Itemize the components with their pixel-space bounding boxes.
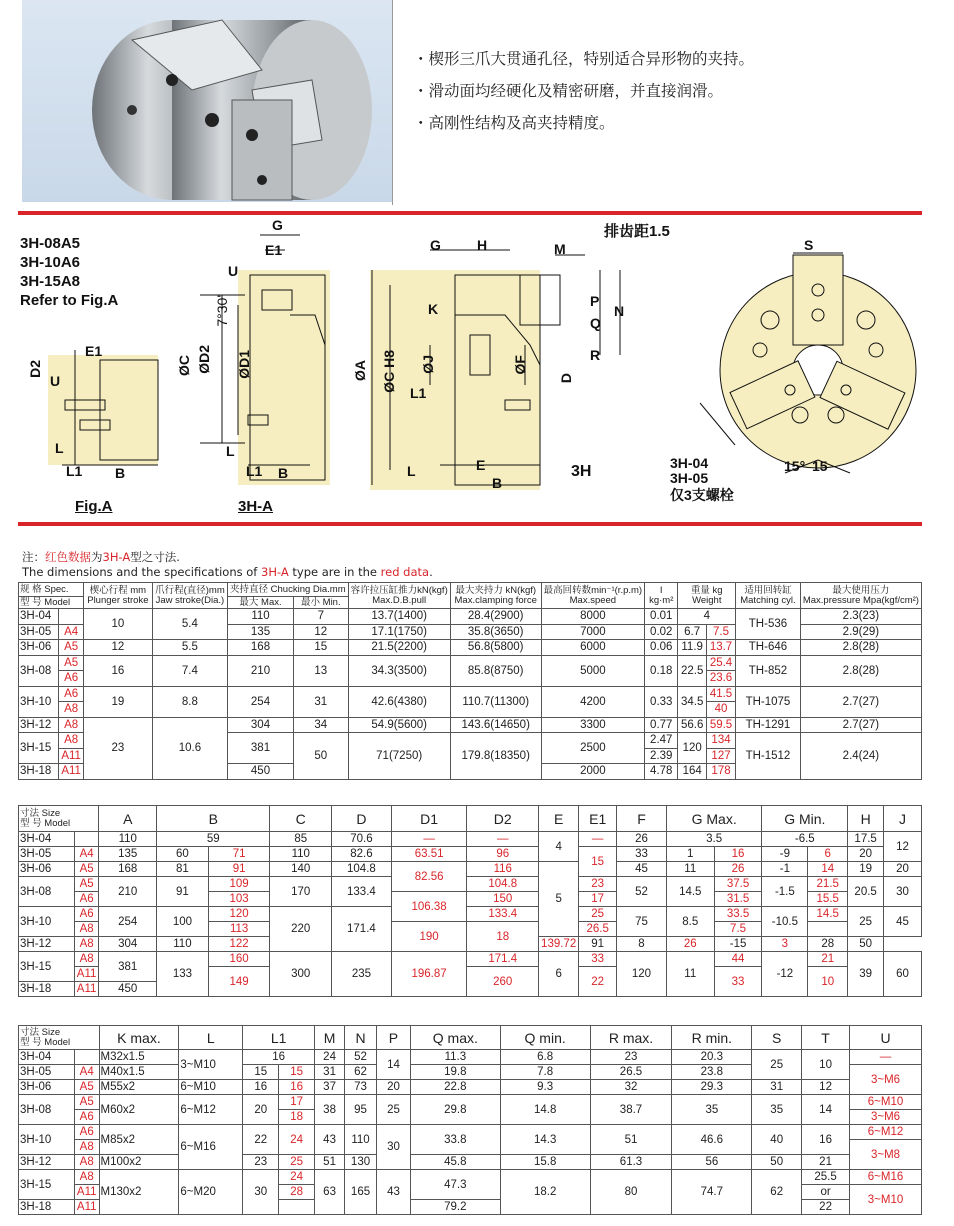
- size2-row-3h-08-a5: 3H-08 A5 M60x2 6~M12 20 17 38 95 25 29.8 14.8 38.7 35 35 14 6~M10: [19, 1095, 922, 1110]
- photo-divider: [392, 0, 393, 205]
- model-label-1: 3H-08A5: [20, 235, 81, 252]
- model-label-3: 3H-15A8: [20, 273, 81, 290]
- size2-row-3h-18: 3H-18 A11 79.2 22: [19, 1200, 922, 1215]
- angle-15-a: 15°: [784, 458, 806, 474]
- spec-row-3h-08-a5: 3H-08 A5 16 7.4 210 13 34.3(3500) 85.8(8750) 5000 0.18 22.5 25.4 TH-852 2.8(28): [19, 655, 922, 671]
- technical-drawings: [0, 215, 954, 525]
- dim-f-3h: ØF: [512, 355, 528, 375]
- front-model-1: 3H-04: [670, 455, 709, 471]
- note-en: The dimensions and the specifications of 3H-A type are in the red data.: [22, 565, 433, 579]
- size-row-3h-05: 3H-05 A4 135 60 71 110 82.6 63.51 96 15 33 1 16 -9 6 20: [19, 847, 922, 862]
- dim-l-3h: L: [407, 463, 416, 479]
- dim-l1-fig: L1: [66, 463, 83, 479]
- red-divider-mid: [18, 522, 922, 526]
- dim-l-fig: L: [55, 440, 64, 456]
- product-photo: [22, 0, 392, 202]
- spec-row-3h-10-a6: 3H-10 A6 19 8.8 254 31 42.6(4380) 110.7(11300) 4200 0.33 34.5 41.5 TH-1075 2.7(27): [19, 686, 922, 702]
- fig-3h-caption: 3H: [571, 463, 592, 480]
- tooth-pitch: 排齿距1.5: [604, 223, 670, 240]
- size2-row-3h-15-a11: A11 28 or 3~M10: [19, 1185, 922, 1200]
- spec-row-3h-08-a6: A6 23.6: [19, 671, 922, 687]
- size-row-3h-15-a11: A11 149 260 22 33 10: [19, 967, 922, 982]
- dim-b: B: [278, 465, 289, 481]
- size-row-3h-08-a5: 3H-08 A5 210 91 109 170 133.4 104.8 23 52 14.5 37.5 -1.5 21.5 20.5 30: [19, 877, 922, 892]
- size-row-3h-18: 3H-18 A11 450: [19, 982, 922, 997]
- fig-a-caption: Fig.A: [75, 498, 113, 515]
- spec-row-3h-15-a11: A11 2.39 127: [19, 748, 922, 764]
- size2-header-row: 寸法 Size 型 号 Model K max. L L1 M N P Q max. Q min. R max. R min. S T U: [19, 1026, 922, 1050]
- refer-fig-a: Refer to Fig.A: [20, 292, 119, 309]
- spec-row-3h-12: 3H-12 A8 23 10.6 304 34 54.9(5600) 143.6(14650) 3300 0.77 56.6 59.5 TH-1291 2.7(27): [19, 717, 922, 733]
- dim-r-3h: R: [590, 347, 601, 363]
- spec-row-3h-18: 3H-18 A11 450 2000 4.78 164 178: [19, 764, 922, 780]
- dim-e1: E1: [265, 242, 283, 258]
- size-row-3h-06: 3H-06 A5 168 81 91 140 104.8 82.56 116 5 45 11 26 -1 14 19 20: [19, 862, 922, 877]
- dim-b-fig: B: [115, 465, 126, 481]
- size-row-3h-15-a8: 3H-15 A8 381 133 160 300 235 196.87 171.4 6 33 120 11 44 -12 21 39 60: [19, 952, 922, 967]
- dim-e1-fig: E1: [85, 343, 103, 359]
- dim-l1: L1: [246, 463, 263, 479]
- dim-m-3h: M: [554, 241, 566, 257]
- dim-e-3h: E: [476, 457, 486, 473]
- dim-u-fig: U: [50, 373, 61, 389]
- spec-table: [18, 582, 922, 780]
- size2-row-3h-15-a8: 3H-15 A8 M130x2 6~M20 30 24 63 165 43 47.3 18.2 80 74.7 62 25.5 6~M16: [19, 1170, 922, 1185]
- feature-bullet-1: ・楔形三爪大贯通孔径，特别适合异形物的夹持。: [413, 50, 755, 68]
- dim-l: L: [226, 443, 235, 459]
- model-label-2: 3H-10A6: [20, 254, 81, 271]
- dim-a-3h: ØA: [352, 360, 368, 381]
- spec-row-3h-15-a8: 3H-15 A8 381 50 71(7250) 179.8(18350) 2500 2.47 120 134 TH-1512 2.4(24): [19, 733, 922, 749]
- spec-header-row-2: 型 号 Model 最大 Max. 最小 Min.: [19, 597, 922, 609]
- dim-b-3h: B: [492, 475, 503, 491]
- dim-c: ØC: [176, 355, 192, 376]
- size-row-3h-12: 3H-12 A8 304 110 122 139.72 91 8 26 -15 3 28 50: [19, 937, 922, 952]
- size2-row-3h-06: 3H-06 A5 M55x2 6~M10 16 16 37 73 20 22.8 9.3 32 29.3 31 12: [19, 1080, 922, 1095]
- size2-row-3h-12: 3H-12 A8 M100x2 23 25 51 130 45.8 15.8 61.3 56 50 21: [19, 1155, 922, 1170]
- dim-l1-3h: L1: [410, 385, 427, 401]
- dim-k-3h: K: [428, 301, 439, 317]
- angle-15-b: 15: [812, 458, 828, 474]
- dim-p-3h: P: [590, 293, 600, 309]
- dim-g: G: [272, 217, 283, 233]
- dim-angle: 7°30': [214, 295, 230, 327]
- size-table-1: [18, 805, 922, 997]
- dim-d-3h: D: [558, 373, 574, 384]
- dim-h-3h: H: [477, 237, 488, 253]
- size-table-2: [18, 1025, 922, 1215]
- dim-g-3h: G: [430, 237, 441, 253]
- fig-3ha-caption: 3H-A: [238, 498, 274, 515]
- spec-row-3h-04: 3H-04 10 5.4 110 7 13.7(1400) 28.4(2900) 8000 0.01 4 TH-536 2.3(23): [19, 609, 922, 625]
- spec-row-3h-10-a8: A8 40: [19, 702, 922, 718]
- size-row-3h-08-a6: A6 103 106.38 150 17 31.5 15.5: [19, 892, 922, 907]
- note-cn: 注：红色数据为3H-A型之寸法.: [22, 550, 180, 564]
- size2-row-3h-08-a6: A6 18 3~M6: [19, 1110, 922, 1125]
- dim-s: S: [804, 237, 814, 253]
- size2-row-3h-05: 3H-05 A4 M40x1.5 15 15 31 62 19.8 7.8 26.5 23.8 3~M6: [19, 1065, 922, 1080]
- size2-row-3h-04: 3H-04 M32x1.5 3~M10 16 24 52 14 11.3 6.8 23 20.3 25 10 —: [19, 1050, 922, 1065]
- spec-header-row-1: 规 格 Spec. 楔心行程 mm Plunger stroke 爪行程(直径)mm Jaw stroke(Dia.) 夹持直径 Chucking Dia.mm 容许拉压缸推力kN(kgf) Max.D.B.pull 最大夹持力 kN(kgf) Max.clamping force 最高回转数min⁻¹(r.p.m) Max.speed I kg·m² 重量 kg Weight 适用回转缸 Matching cyl. 最大使用压力 Max.pressure Mpa(kgf/cm²): [19, 583, 922, 597]
- size-row-3h-10-a6: 3H-10 A6 254 100 120 220 171.4 133.4 25 75 8.5 33.5 -10.5 14.5 25 45: [19, 907, 922, 922]
- size-header-row: 寸法 Size 型 号 Model A B C D D1 D2 E E1 F G Max. G Min. H J: [19, 806, 922, 832]
- dim-d2-fig: D2: [27, 360, 43, 378]
- feature-bullet-3: ・高刚性结构及高夹持精度。: [413, 114, 615, 132]
- dim-n-3h: N: [614, 303, 625, 319]
- dim-d2: ØD2: [196, 345, 212, 374]
- spec-row-3h-05: 3H-05 A4 135 12 17.1(1750) 35.8(3650) 7000 0.02 6.7 7.5 2.9(29): [19, 624, 922, 640]
- size-row-3h-04: 3H-04 110 59 85 70.6 — — 4 — 26 3.5 -6.5 17.5 12: [19, 832, 922, 847]
- size-row-3h-10-a8: A8 113 190 18 26.5 7.5: [19, 922, 922, 937]
- dim-d1: ØD1: [236, 350, 252, 379]
- three-bolts-note: 仅3支螺栓: [670, 487, 734, 503]
- dim-q-3h: Q: [590, 315, 601, 331]
- front-model-2: 3H-05: [670, 470, 709, 486]
- size2-row-3h-10: 3H-10 A6 M85x2 6~M16 22 24 43 110 30 33.8 14.3 51 46.6 40 16 6~M12: [19, 1125, 922, 1140]
- dim-j-3h: ØJ: [420, 355, 436, 374]
- dim-u: U: [228, 263, 239, 279]
- feature-bullet-2: ・滑动面均经硬化及精密研磨，并直接润滑。: [413, 82, 724, 100]
- dim-ch8-3h: ØC H8: [381, 350, 397, 393]
- spec-row-3h-06: 3H-06 A5 12 5.5 168 15 21.5(2200) 56.8(5800) 6000 0.06 11.9 13.7 TH-646 2.8(28): [19, 640, 922, 656]
- size2-row-3h-10-a8: A8 3~M8: [19, 1140, 922, 1155]
